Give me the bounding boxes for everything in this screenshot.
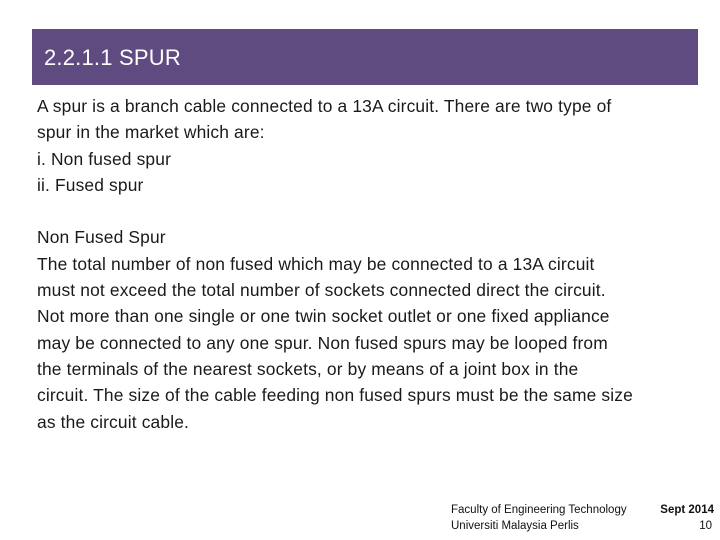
- list-item-non-fused: i. Non fused spur: [37, 148, 172, 169]
- slide-title: 2.2.1.1 SPUR: [44, 45, 181, 70]
- section-line: may be connected to any one spur. Non fused spurs may be looped from: [37, 332, 608, 353]
- title-bar: [32, 29, 698, 85]
- paragraph-spacer: [37, 198, 715, 224]
- section-heading: Non Fused Spur: [37, 227, 166, 248]
- page-number: 10: [699, 520, 712, 532]
- slide-body: [37, 93, 715, 435]
- section-line: as the circuit cable.: [37, 411, 190, 432]
- section-line: circuit. The size of the cable feeding non fused spurs must be the same size: [37, 385, 633, 406]
- section-line: The total number of non fused which may be connected to a 13A circuit: [37, 253, 595, 274]
- footer-institution: [451, 502, 627, 534]
- footer-date: Sept 2014: [660, 504, 714, 516]
- section-line: the terminals of the nearest sockets, or by means of a joint box in the: [37, 358, 579, 379]
- footer-university: Universiti Malaysia Perlis: [451, 520, 579, 532]
- list-item-fused: ii. Fused spur: [37, 174, 144, 195]
- footer-faculty: Faculty of Engineering Technology: [451, 504, 627, 516]
- section-line: Not more than one single or one twin socket outlet or one fixed appliance: [37, 306, 610, 327]
- intro-line: spur in the market which are:: [37, 122, 265, 143]
- intro-line: A spur is a branch cable connected to a 13A circuit. There are two type of: [37, 96, 612, 116]
- section-line: must not exceed the total number of sockets connected direct the circuit.: [37, 280, 606, 301]
